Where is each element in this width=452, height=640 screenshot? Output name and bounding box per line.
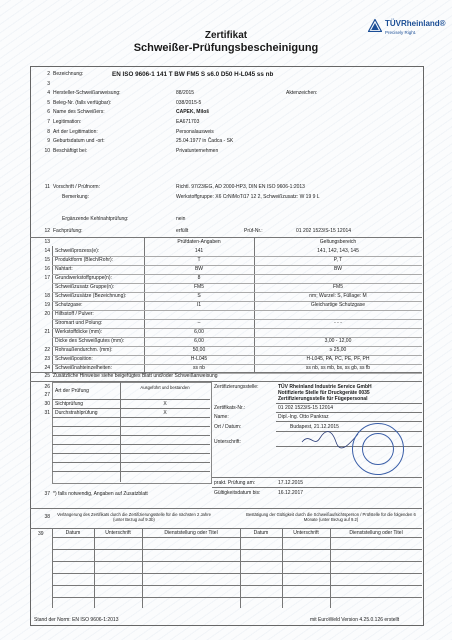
certificate-page: Zertifikat Schweißer-Prüfungsbescheinigung TÜVRheinland® Precisely Right. 2 Bezeichnung: EN ISO 9606-1 141 T BW FM5 S s6.0 D50 H-L045 ss nb 3 4 Hersteller-Schweißanweisung: 88/2015 Aktenzeichen: 5 Beleg-Nr. (falls verfügbar): 038/2015-5 6 Name des Schweißers: CAPEK, Miloš 7 Legitimation: EA671703 8 Art der Legitimation: Personalausweis 9 Geburtsdatum und -ort: 25.04.1977 in Čadca - SK 10 Beschäftigt bei: Privatunternehmen 11 Vorschrift / Prüfnorm: Richtl. 97/23/EG, AD 2000-HP3, DIN EN ISO 9606-1:2013 Bemerkung: Werkstoffgruppe: X6 CrNiMoTi17 12 2, Schweißzusatz: W 19 9 L Ergänzende Kehlnahtprüfung: nein 12 Fachprüfung: erfüllt Prüf-Nr.: 01 202 1523/S-15 12014 13 Prüfdaten-Angaben Geltungsbereich 14 Schweißprozess(e): 141 141, 142, 143, 145 15 Produktform (Blech/Rohr): T P, T 16 Nahtart: BW BW 17 Grundwerkstoffgruppe(n): 8 Schweißzusatz Gruppe(n): FM5 FM5 18 Schweißzusätze (Bezeichnung): S nm; Wurzel: S, Füllage: M 19 Schutzgase: I1 Gleichartige Schutzgase 20 Hilfsstoff / Pulver: Stromart und Polung: – - - - 21 Werkstoffdicke (mm): 6,00 Dicke des Schweißgutes (mm): 6,00 3,00 - 12,00 22 Rohraußendurchm. (mm): 50,00 ≥ 25,00 23 Schweißposition: H-L045 H-L045, PA, PC, PE, PF, PH 24 Schweißnahteinzelheiten: ss nb ss nb, ss mb, bs, ss gb, ss fb 25 Zusätzliche Hinweise siehe beigefügtes Blatt und/oder Schweißanweisung 26 27 30 31 Art der Prüfung Ausgeführt und bestanden Sichtprüfung X Durchstrahlprüfung X Zertifizierungsstelle: TÜV Rheinland Industrie Service GmbH Notifizierte Stelle für Druckgeräte 0035 Zertifizierungsstelle für Fügepersonal Zertifikats-Nr.: 01 202 1523/S-15 12014 Name: Dipl.-Ing. Otto Pankraz Ort / Datum: Budapest, 21.12.2015 Unterschrift: prakt. Prüfung am: 17.12.2015 Gültigkeitsdatum bis: 16.12.2017 37 *) falls notwendig, Angaben auf Zusatzblatt 38 Verlängerung des Zertifikats durch die Zertifizierungsstelle für die nächsten 2 Jahre (unter Bezug auf 9.3b) Bestätigung der Gültigkeit durch die Schweißaufsichtsperson / Prüfstelle für die folgenden 6 Monate (unter Bezug auf 9.2) 39 Datum Unterschrift Dienststellung oder Titel Datum Unterschrift Dienststellung oder Titel Stand der Norm: EN ISO 9606-1:2013 mit EuroWeld Version 4.25.0.126 erstellt [0, 0, 452, 640]
row-2: 2 Bezeichnung: EN ISO 9606-1 141 T BW FM5 S s6.0 D50 H-L045 ss nb [47, 71, 274, 78]
valid-until: 16.12.2017 [278, 490, 304, 496]
row-remark: Bemerkung: Werkstoffgruppe: X6 CrNiMoTi17 12 2, Schweißzusatz: W 19 9 L [62, 194, 320, 200]
test-radiography: Durchstrahlprüfung [55, 410, 98, 416]
param-row: 20 Hilfsstoff / Pulver: [44, 311, 94, 317]
param-row: 15 Produktform (Blech/Rohr): T P, T [44, 257, 343, 263]
extension-right-text: Bestätigung der Gültigkeit durch die Schweißaufsichtsperson / Prüfstelle für die folgenden 6 Monate (unter Bezug auf 9.2) [246, 512, 416, 522]
certificate-number: 01 202 1523/S-15 12014 [278, 405, 334, 411]
tests-col1: Art der Prüfung [55, 388, 89, 394]
exam-date: 17.12.2015 [278, 480, 304, 486]
ext-right-col-date: Datum [253, 530, 269, 536]
examiner-name: Dipl.-Ing. Otto Pankraz [278, 414, 329, 420]
official-stamp [352, 423, 404, 475]
row-8: 8 Art der Legitimation: Personalausweis [47, 129, 214, 135]
examiner-org1: TÜV Rheinland Industrie Service GmbH [278, 384, 372, 390]
param-row: Stromart und Polung: – - - - [55, 320, 342, 326]
row-3: 3 [47, 81, 50, 87]
param-row: 14 Schweißprozess(e): 141 141, 142, 143, 145 [44, 248, 359, 254]
ext-left-col-date: Datum [65, 530, 81, 536]
row-4: 4 Hersteller-Schweißanweisung: 88/2015 Aktenzeichen: [47, 90, 318, 96]
welder-name: CAPEK, Miloš [176, 109, 210, 115]
row-6: 6 Name des Schweißers: CAPEK, Miloš [47, 109, 210, 115]
row-12: 12 Fachprüfung: erfüllt Prüf-Nr.: 01 202 1523/S-15 12014 [44, 228, 352, 234]
logo-tagline: Precisely Right. [385, 30, 417, 35]
param-row: 16 Nahtart: BW BW [44, 266, 343, 272]
row-fillet: Ergänzende Kehlnahtprüfung: nein [62, 216, 186, 222]
ext-right-col-sign: Unterschrift [293, 530, 319, 536]
row-25: 25 Zusätzliche Hinweise siehe beigefügtes Blatt und/oder Schweißanweisung [44, 373, 218, 379]
tests-table [52, 382, 212, 484]
footer-left: Stand der Norm: EN ISO 9606-1:2013 [34, 617, 119, 623]
param-row: 17 Grundwerkstoffgruppe(n): 8 [44, 275, 201, 281]
footer-right: mit EuroWeld Version 4.25.0.126 erstellt [310, 617, 400, 623]
param-row: 24 Schweißnahteinzelheiten: ss nb ss nb, ss mb, bs, ss gb, ss fb [44, 365, 371, 371]
place-date: Budapest, 21.12.2015 [290, 424, 339, 430]
ext-left-col-title: Dienststellung oder Titel [164, 530, 218, 536]
test-visual: Sichtprüfung [55, 401, 84, 407]
param-row: 23 Schweißposition: H-L045 H-L045, PA, PC, PE, PF, PH [44, 356, 370, 362]
row-7: 7 Legitimation: EA671703 [47, 119, 200, 125]
param-row: Dicke des Schweißgutes (mm): 6,00 3,00 - 12,00 [55, 338, 352, 344]
row-9: 9 Geburtsdatum und -ort: 25.04.1977 in Čadca - SK [47, 138, 234, 144]
row-11: 11 Vorschrift / Prüfnorm: Richtl. 97/23/EG, AD 2000-HP3, DIN EN ISO 9606-1:2013 [44, 184, 305, 190]
tests-col2: Ausgeführt und bestanden [140, 385, 190, 390]
row-37: 37 *) falls notwendig, Angaben auf Zusatzblatt [44, 491, 148, 497]
param-row: 19 Schutzgase: I1 Gleichartige Schutzgase [44, 302, 366, 308]
ext-right-col-title: Dienststellung oder Titel [349, 530, 403, 536]
param-row: 21 Werkstoffdicke (mm): 6,00 [44, 329, 204, 335]
row-5: 5 Beleg-Nr. (falls verfügbar): 038/2015-5 [47, 100, 202, 106]
signature-scribble [300, 428, 360, 450]
designation: EN ISO 9606-1 141 T BW FM5 S s6.0 D50 H-L045 ss nb [112, 71, 274, 78]
triangle-logo-icon [368, 19, 382, 32]
logo-brand: TÜVRheinland® [385, 19, 446, 28]
param-row: Schweißzusatz Gruppe(n): FM5 FM5 [55, 284, 343, 290]
ext-left-col-sign: Unterschrift [105, 530, 131, 536]
extension-left-text: Verlängerung des Zertifikats durch die Zertifizierungsstelle für die nächsten 2 Jahre (unter Bezug auf 9.3b) [57, 512, 211, 522]
tuv-logo [368, 18, 448, 42]
title-line2: Schweißer-Prüfungsbescheinigung [133, 42, 319, 54]
row-10: 10 Beschäftigt bei: Privatunternehmen [44, 148, 219, 154]
title-line1: Zertifikat [204, 30, 248, 41]
param-row: 22 Rohraußendurchm. (mm): 50,00 ≥ 25,00 [44, 347, 347, 353]
params-header: 13 Prüfdaten-Angaben Geltungsbereich [44, 239, 357, 245]
param-row: 18 Schweißzusätze (Bezeichnung): S nm; Wurzel: S, Füllage: M [44, 293, 367, 299]
